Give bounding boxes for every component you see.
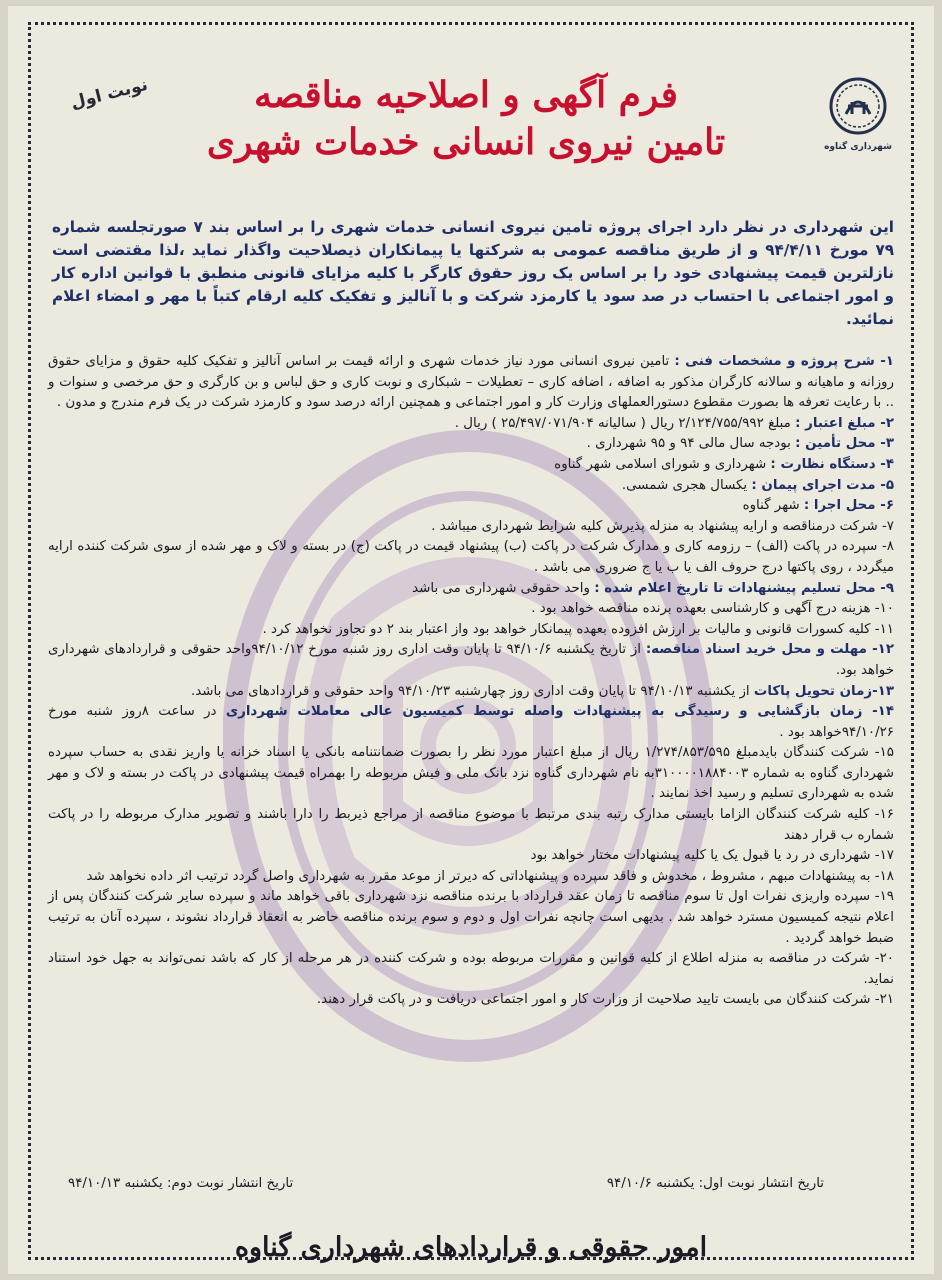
condition-label: ۵- مدت اجرای پیمان : [751, 477, 894, 493]
logo-emblem-icon [828, 76, 888, 136]
condition-text: در ساعت ۸روز شنبه مورخ ۹۴/۱۰/۲۶خواهد بود . [48, 704, 894, 740]
condition-item [48, 846, 894, 867]
condition-item [48, 867, 894, 888]
condition-item [48, 455, 894, 476]
condition-item [48, 887, 894, 949]
condition-text: ۱۹- سپرده واریزی نفرات اول تا سوم مناقصه تا زمان عقد قرارداد با برنده مناقصه نزد شهرداری باقی خواهد ماند و سپرده سایر شرکت کنندگان پس از اعلام نتیجه کمیسیون مسترد خواهد شد . بدیهی است چانچه نفرات اول و دوم و سوم برنده مناقصه حاضر به انعقاد قرارداد نشوند ، سپرده آنان به ترتیب ضبط خواهد گردید . [48, 889, 894, 946]
condition-item [48, 352, 894, 414]
tender-conditions-list [48, 352, 894, 1011]
condition-text: ۱۰- هزینه درج آگهی و کارشناسی بعهده برنده مناقصه خواهد بود . [531, 601, 894, 617]
condition-label: ۱- شرح پروژه و مشخصات فنی : [674, 354, 894, 369]
condition-label: ۴- دستگاه نظارت : [770, 456, 894, 472]
condition-item [48, 620, 894, 641]
condition-text: شهر گناوه [742, 498, 804, 514]
condition-label: ۱۴- زمان بازگشایی و رسیدگی به پیشنهادات واصله توسط کمیسیون عالی معاملات شهرداری [225, 704, 895, 720]
condition-text: ۱۱- کلیه کسورات قانونی و مالیات بر ارزش افزوده بعهده پیمانکار خواهد بود واز اعتبار بند ۲ دو تجاوز نخواهد کرد . [262, 621, 894, 637]
condition-label: ۶- محل اجرا : [803, 498, 894, 514]
publication-round-label: نوبت اول [68, 74, 150, 114]
condition-text: ۲۱- شرکت کنندگان می بایست تایید صلاحیت از وزارت کار و امور اجتماعی دریافت و در پاکت قرار دهند. [316, 992, 894, 1008]
condition-item [48, 537, 894, 578]
logo-caption: شهرداری گناوه [824, 142, 892, 152]
intro-paragraph: این شهرداری در نظر دارد اجرای پروژه تامین نیروی انسانی خدمات شهری را بر اساس بند ۷ صورتجلسه شماره ۷۹ مورخ ۹۴/۴/۱۱ و از طریق مناقصه عمومی به شرکتها یا پیمانکاران ذیصلاحیت واگذار نماید ،لذا مقتضی است نازلترین قیمت پیشنهادی خود را بر اساس یک روز حقوق کارگر با کلیه مزایای قانونی منطبق با قوانین اداره کار و امور اجتماعی با احتساب در صد سود یا کارمزد شرکت و با آنالیز و تفکیک کلیه ارقام کتباً با مهر و امضاء اعلام نمائید. [52, 218, 894, 328]
first-publication-date: تاریخ انتشار نوبت اول: یکشنبه ۹۴/۱۰/۶ [606, 1176, 824, 1191]
condition-item [48, 579, 894, 600]
condition-text: ۱۶- کلیه شرکت کنندگان الزاما بایستی مدارک رتبه بندی مرتبط با موضوع مناقصه از مراجع ذیربط را دارا باشند و تصویر مدارک مربوطه را در پاکت شماره ب قرار دهند [48, 807, 894, 843]
second-publication-date: تاریخ انتشار نوبت دوم: یکشنبه ۹۴/۱۰/۱۳ [68, 1176, 294, 1191]
notice-page [8, 6, 934, 1274]
condition-item [48, 949, 894, 990]
condition-label: ۱۲- مهلت و محل خرید اسناد مناقصه: [645, 642, 894, 658]
condition-item [48, 496, 894, 517]
condition-text: ۱۷- شهرداری در رد یا قبول یک یا کلیه پیشنهادات مختار خواهد بود [530, 848, 894, 864]
condition-item [48, 517, 894, 538]
condition-text: از تاریخ یکشنبه ۹۴/۱۰/۶ تا پایان وقت اداری روز شنبه مورخ ۹۴/۱۰/۱۲واحد حقوقی و قراردادهای شهرداری خواهد بود. [48, 642, 894, 678]
condition-text: ۷- شرکت درمناقصه و ارایه پیشنهاد به منزله پذیرش کلیه شرایط شهرداری میباشد . [431, 518, 894, 534]
condition-label: ۱۳-زمان تحویل پاکات [753, 683, 894, 699]
condition-text: از یکشنبه ۹۴/۱۰/۱۳ تا پایان وقت اداری روز چهارشنبه ۹۴/۱۰/۲۳ واحد حقوقی و قراردادهای می باشد. [191, 683, 754, 699]
title-line-1: فرم آگهی و اصلاحیه مناقصه [254, 74, 678, 116]
municipality-logo [822, 76, 894, 156]
condition-item [48, 682, 894, 703]
condition-text: مبلغ ۲/۱۲۴/۷۵۵/۹۹۲ ریال ( سالیانه ۲۵/۴۹۷/۰۷۱/۹۰۴ ) ریال . [454, 415, 796, 431]
condition-label: ۲- مبلغ اعتبار : [795, 415, 894, 431]
condition-label: ۳- محل تأمین : [795, 436, 894, 452]
condition-item [48, 640, 894, 681]
condition-text: ۸- سپرده در پاکت (الف) – رزومه کاری و مدارک شرکت در پاکت (ب) پیشنهاد قیمت در پاکت (ج) در بسته و لاک و مهر شده از سوی شرکت کننده ارایه میگردد ، روی پاکتها درج حروف الف یا ب یا ج ضروری می باشد . [48, 539, 894, 575]
notice-title [138, 72, 794, 166]
condition-item [48, 434, 894, 455]
issuer-signature-line: امور حقوقی و قراردادهای شهرداری گناوه [234, 1232, 708, 1263]
condition-text: ۱۸- به پیشنهادات مبهم ، مشروط ، مخدوش و فاقد سپرده و پیشنهاداتی که دیرتر از موعد مقرر به شهرداری واصل گردد ترتیب اثر داده نخواهد شد [86, 868, 894, 884]
condition-text: ۲۰- شرکت در مناقصه به منزله اطلاع از کلیه قوانین و مقررات مربوطه بوده و شرکت کننده در هر مرحله از کار که باشد نمی‌تواند به جهل خود استناد نماید. [48, 951, 894, 987]
condition-text: بودجه سال مالی ۹۴ و ۹۵ شهرداری . [586, 436, 796, 452]
condition-label: ۹- محل تسلیم پیشنهادات تا تاریخ اعلام شده : [594, 580, 894, 596]
condition-item [48, 476, 894, 497]
condition-text: ۱۵- شرکت کنندگان بایدمبلغ ۱/۲۷۴/۸۵۳/۵۹۵ ریال از مبلغ اعتبار مورد نظر را بصورت ضمانتنامه بانکی یا اسناد خزانه یا واریز نقدی به حساب سپرده شهرداری گناوه به شماره ۳۱۰۰۰۰۱۸۸۴۰۰۳به نام شهرداری گناوه نزد بانک ملی و فیش مربوطه را بهمراه قیمت پیشنهادی در پاکت در بسته و لاک و مهر شده به شهرداری تسلیم و رسید اخذ نمایند . [48, 745, 894, 802]
condition-item [48, 414, 894, 435]
condition-item [48, 743, 894, 805]
condition-text: شهرداری و شورای اسلامی شهر گناوه [554, 456, 771, 472]
condition-text: واحد حقوقی شهرداری می باشد [412, 580, 595, 596]
condition-text: تامین نیروی انسانی مورد نیاز خدمات شهری و ارائه قیمت بر اساس آنالیز و تفکیک کلیه حقوق و مزایای حقوق روزانه و ماهیانه و سالانه کارگران مذکور به اضافه ، اضافه کاری – تعطیلات – شبکاری و نوبت کاری و حق لباس و بن کارگری و حق مرخصی و سنوات و .. با رعایت تعرفه ها بصورت مقطوع دستورالعملهای وزارت کار و امور اجتماعی و همچنین ارائه درصد سود و کارمزد شرکت در یک فرم مندرج و مدون . [48, 354, 894, 411]
title-line-2: تامین نیروی انسانی خدمات شهری [206, 120, 726, 163]
condition-item [48, 805, 894, 846]
condition-text: یکسال هجری شمسی. [621, 477, 752, 493]
condition-item [48, 990, 894, 1011]
condition-item [48, 702, 894, 743]
publication-dates [68, 1176, 824, 1191]
condition-item [48, 599, 894, 620]
